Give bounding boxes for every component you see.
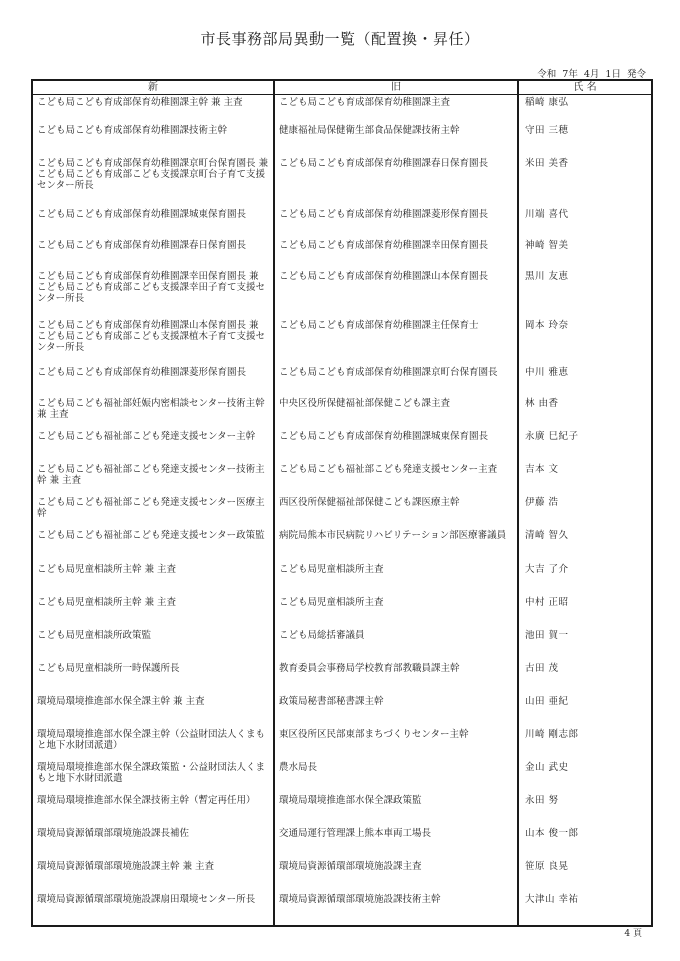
page-number: 4 頁 bbox=[624, 929, 642, 939]
table-row bbox=[32, 95, 652, 123]
name-cell: 黒川 友恵 bbox=[525, 270, 569, 282]
new-position-cell: こども局こども育成部保育幼稚園課菱形保育園長 bbox=[32, 365, 274, 396]
old-position-cell: 東区役所区民部東部まちづくりセンター主幹 bbox=[274, 727, 518, 760]
old-position-cell: こども局こども育成部保育幼稚園課山本保育園長 bbox=[274, 269, 518, 318]
old-position-cell: こども局こども福祉部こども発達支援センター主査 bbox=[274, 462, 518, 495]
header-row bbox=[32, 80, 652, 95]
old-position-cell: 農水局長 bbox=[274, 760, 518, 793]
new-position-cell: こども局こども育成部保育幼稚園課技術主幹 bbox=[32, 123, 274, 156]
table-row bbox=[32, 318, 652, 365]
table-row bbox=[32, 123, 652, 156]
name-cell: 米田 美香 bbox=[525, 157, 569, 169]
name-cell: 山本 俊一郎 bbox=[525, 827, 579, 839]
new-position-cell: こども局こども福祉部こども発達支援センター医療主幹 bbox=[32, 495, 274, 528]
table-row bbox=[32, 528, 652, 562]
old-position-cell: こども局こども育成部保育幼稚園課主任保育士 bbox=[274, 318, 518, 365]
table-row bbox=[32, 562, 652, 595]
name-cell: 川崎 剛志郎 bbox=[525, 728, 579, 740]
table-row bbox=[32, 727, 652, 760]
new-position-cell: こども局こども育成部保育幼稚園課京町台保育園長 兼 こども局こども育成部こども支援課京町台子育て支援センター所長 bbox=[32, 156, 274, 207]
name-cell: 伊藤 浩 bbox=[525, 496, 559, 508]
new-position-cell: 環境局資源循環部環境施設課主幹 兼 主査 bbox=[32, 859, 274, 892]
old-position-cell: 政策局秘書部秘書課主幹 bbox=[274, 694, 518, 727]
header-new: 新 bbox=[32, 80, 274, 95]
old-position-cell: こども局こども育成部保育幼稚園課主査 bbox=[274, 95, 518, 123]
new-position-cell: こども局こども福祉部こども発達支援センター主幹 bbox=[32, 429, 274, 462]
table-row bbox=[32, 826, 652, 859]
new-position-cell: 環境局資源循環部環境施設課扇田環境センター所長 bbox=[32, 892, 274, 926]
old-position-cell: 教育委員会事務局学校教育部教職員課主幹 bbox=[274, 661, 518, 694]
table-row bbox=[32, 429, 652, 462]
new-position-cell: こども局こども福祉部妊娠内密相談センター技術主幹 兼 主査 bbox=[32, 396, 274, 429]
table-row bbox=[32, 892, 652, 926]
old-position-cell: 病院局熊本市民病院リハビリテーション部医療審議員 bbox=[274, 528, 518, 562]
table-row bbox=[32, 661, 652, 694]
old-position-cell: こども局こども育成部保育幼稚園課春日保育園長 bbox=[274, 156, 518, 207]
name-cell: 古田 茂 bbox=[525, 662, 559, 674]
old-position-cell: こども局こども育成部保育幼稚園課菱形保育園長 bbox=[274, 207, 518, 238]
name-cell: 金山 武史 bbox=[525, 761, 569, 773]
old-position-cell: 環境局資源循環部環境施設課技術主幹 bbox=[274, 892, 518, 926]
name-cell: 永田 努 bbox=[525, 794, 559, 806]
document-title: 市長事務部局異動一覧（配置換・昇任） bbox=[200, 30, 480, 48]
name-cell: 守田 三穂 bbox=[525, 124, 569, 136]
table-row bbox=[32, 269, 652, 318]
new-position-cell: こども局児童相談所政策監 bbox=[32, 628, 274, 661]
table-row bbox=[32, 207, 652, 238]
new-position-cell: こども局こども育成部保育幼稚園課幸田保育園長 兼 こども局こども育成部こども支援課幸田子育て支援センター所長 bbox=[32, 269, 274, 318]
old-position-cell: 中央区役所保健福祉部保健こども課主査 bbox=[274, 396, 518, 429]
old-position-cell: 交通局運行管理課上熊本車両工場長 bbox=[274, 826, 518, 859]
name-cell: 笹原 良晃 bbox=[525, 860, 569, 872]
name-cell: 大吉 了介 bbox=[525, 563, 569, 575]
old-position-cell: 環境局環境推進部水保全課政策監 bbox=[274, 793, 518, 826]
old-position-cell: こども局こども育成部保育幼稚園課京町台保育園長 bbox=[274, 365, 518, 396]
old-position-cell: こども局児童相談所主査 bbox=[274, 562, 518, 595]
table-row bbox=[32, 760, 652, 793]
name-cell: 中川 雅恵 bbox=[525, 366, 569, 378]
name-cell: 岡本 玲奈 bbox=[525, 319, 569, 331]
old-position-cell: こども局児童相談所主査 bbox=[274, 595, 518, 628]
personnel-table bbox=[31, 79, 653, 927]
new-position-cell: 環境局環境推進部水保全課主幹 兼 主査 bbox=[32, 694, 274, 727]
table-row bbox=[32, 365, 652, 396]
name-cell: 川端 喜代 bbox=[525, 208, 569, 220]
new-position-cell: こども局こども育成部保育幼稚園課城東保育園長 bbox=[32, 207, 274, 238]
old-position-cell: こども局こども育成部保育幼稚園課城東保育園長 bbox=[274, 429, 518, 462]
table-row bbox=[32, 462, 652, 495]
name-cell: 山田 亜紀 bbox=[525, 695, 569, 707]
new-position-cell: こども局こども福祉部こども発達支援センター技術主幹 兼 主査 bbox=[32, 462, 274, 495]
table-row bbox=[32, 793, 652, 826]
header-name: 氏 名 bbox=[518, 80, 652, 95]
new-position-cell: こども局児童相談所主幹 兼 主査 bbox=[32, 562, 274, 595]
header-old: 旧 bbox=[274, 80, 518, 95]
table-row bbox=[32, 595, 652, 628]
name-cell: 大津山 幸祐 bbox=[525, 893, 579, 905]
name-cell: 永廣 巳紀子 bbox=[525, 430, 579, 442]
new-position-cell: 環境局資源循環部環境施設課長補佐 bbox=[32, 826, 274, 859]
new-position-cell: 環境局環境推進部水保全課技術主幹（暫定再任用） bbox=[32, 793, 274, 826]
new-position-cell: 環境局環境推進部水保全課政策監・公益財団法人くまもと地下水財団派遣 bbox=[32, 760, 274, 793]
old-position-cell: 健康福祉局保健衛生部食品保健課技術主幹 bbox=[274, 123, 518, 156]
table-row bbox=[32, 628, 652, 661]
new-position-cell: こども局こども育成部保育幼稚園課春日保育園長 bbox=[32, 238, 274, 269]
name-cell: 稲崎 康弘 bbox=[525, 97, 569, 108]
table-row bbox=[32, 396, 652, 429]
table-row bbox=[32, 859, 652, 892]
new-position-cell: こども局こども育成部保育幼稚園課山本保育園長 兼 こども局こども育成部こども支援課植木子育て支援センター所長 bbox=[32, 318, 274, 365]
name-cell: 中村 正昭 bbox=[525, 596, 569, 608]
issue-date: 令和 7年 4月 1日 発令 bbox=[537, 69, 646, 80]
new-position-cell: こども局児童相談所主幹 兼 主査 bbox=[32, 595, 274, 628]
name-cell: 吉本 文 bbox=[525, 463, 559, 475]
name-cell: 池田 賀一 bbox=[525, 629, 569, 641]
old-position-cell: こども局総括審議員 bbox=[274, 628, 518, 661]
table-body bbox=[32, 95, 652, 926]
name-cell: 林 由香 bbox=[525, 397, 559, 409]
name-cell: 清崎 智久 bbox=[525, 529, 569, 541]
table-row bbox=[32, 495, 652, 528]
table-row bbox=[32, 694, 652, 727]
new-position-cell: 環境局環境推進部水保全課主幹（公益財団法人くまもと地下水財団派遣） bbox=[32, 727, 274, 760]
table-row bbox=[32, 156, 652, 207]
old-position-cell: こども局こども育成部保育幼稚園課幸田保育園長 bbox=[274, 238, 518, 269]
new-position-cell: こども局こども育成部保育幼稚園課主幹 兼 主査 bbox=[32, 95, 274, 123]
old-position-cell: 環境局資源循環部環境施設課主査 bbox=[274, 859, 518, 892]
table-row bbox=[32, 238, 652, 269]
name-cell: 神崎 智美 bbox=[525, 239, 569, 251]
old-position-cell: 西区役所保健福祉部保健こども課医療主幹 bbox=[274, 495, 518, 528]
new-position-cell: こども局児童相談所一時保護所長 bbox=[32, 661, 274, 694]
new-position-cell: こども局こども福祉部こども発達支援センター政策監 bbox=[32, 528, 274, 562]
